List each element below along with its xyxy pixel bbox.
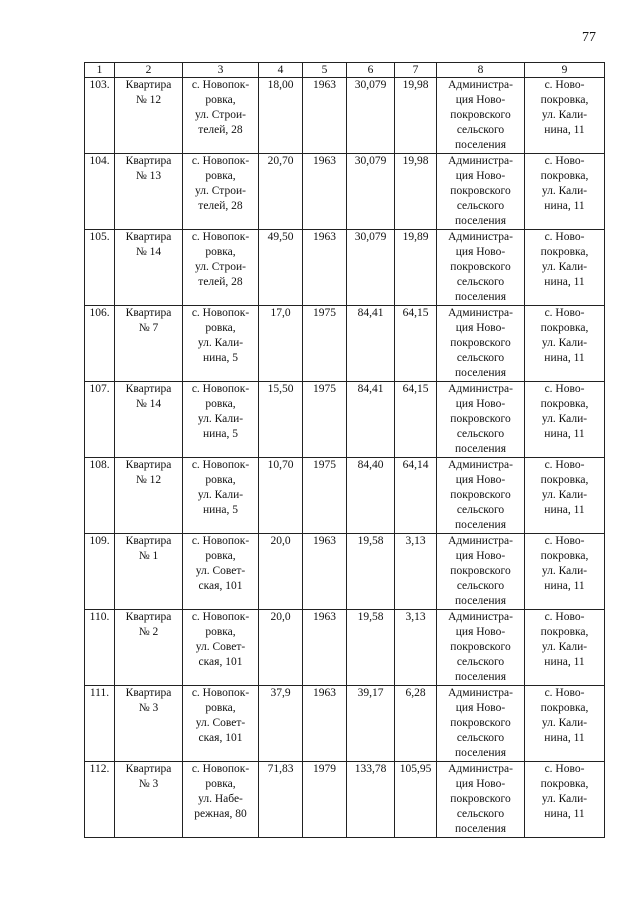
holder-address-line: нина, 11 bbox=[544, 656, 585, 668]
object-name-line: Квартира bbox=[125, 231, 172, 243]
object-address-line: ул. Совет- bbox=[195, 565, 246, 577]
object-name-line: Квартира bbox=[125, 535, 172, 547]
holder-address bbox=[525, 154, 605, 230]
holder-name-line: покровского bbox=[450, 793, 511, 805]
column-header: 7 bbox=[395, 63, 437, 78]
column-header: 2 bbox=[115, 63, 183, 78]
holder-name-line: Администра- bbox=[448, 535, 513, 547]
holder-address-line: нина, 11 bbox=[544, 580, 585, 592]
holder-address-line: покровка, bbox=[540, 170, 589, 182]
object-address-line: ровка, bbox=[205, 170, 236, 182]
holder-name-line: поселения bbox=[455, 671, 506, 683]
object-address-line: с. Новопок- bbox=[191, 459, 250, 471]
holder-name bbox=[437, 762, 525, 838]
holder-address-line: нина, 11 bbox=[544, 124, 585, 136]
object-address bbox=[183, 382, 259, 458]
column-header: 1 bbox=[85, 63, 115, 78]
holder-name-line: Администра- bbox=[448, 611, 513, 623]
holder-name-line: поселения bbox=[455, 367, 506, 379]
column-6-value: 133,78 bbox=[347, 762, 395, 838]
holder-name-line: Администра- bbox=[448, 383, 513, 395]
holder-address bbox=[525, 306, 605, 382]
object-address-line: ул. Строи- bbox=[195, 261, 246, 273]
year-value: 1975 bbox=[303, 306, 347, 382]
table-row bbox=[85, 78, 605, 154]
object-address-line: ская, 101 bbox=[198, 580, 243, 592]
holder-address-line: покровка, bbox=[540, 778, 589, 790]
object-name-line: № 7 bbox=[138, 322, 159, 334]
object-name-line: № 14 bbox=[135, 398, 162, 410]
column-7-value: 105,95 bbox=[395, 762, 437, 838]
column-7-value: 19,98 bbox=[395, 78, 437, 154]
column-6-value: 84,41 bbox=[347, 306, 395, 382]
holder-address-line: с. Ново- bbox=[544, 155, 585, 167]
object-name-line: Квартира bbox=[125, 383, 172, 395]
holder-name-line: сельского bbox=[456, 428, 505, 440]
object-address bbox=[183, 306, 259, 382]
column-6-value: 39,17 bbox=[347, 686, 395, 762]
holder-name-line: ция Ново- bbox=[455, 550, 506, 562]
object-address bbox=[183, 78, 259, 154]
holder-name-line: поселения bbox=[455, 215, 506, 227]
year-value: 1963 bbox=[303, 154, 347, 230]
row-number: 112. bbox=[85, 762, 115, 838]
holder-address-line: ул. Кали- bbox=[541, 489, 588, 501]
holder-name bbox=[437, 458, 525, 534]
object-name bbox=[115, 686, 183, 762]
row-number: 110. bbox=[85, 610, 115, 686]
holder-name bbox=[437, 382, 525, 458]
object-address-line: ровка, bbox=[205, 322, 236, 334]
holder-name-line: покровского bbox=[450, 185, 511, 197]
row-number: 103. bbox=[85, 78, 115, 154]
area-value: 20,70 bbox=[259, 154, 303, 230]
holder-address-line: нина, 11 bbox=[544, 276, 585, 288]
object-address-line: с. Новопок- bbox=[191, 687, 250, 699]
column-7-value: 3,13 bbox=[395, 534, 437, 610]
column-7-value: 64,15 bbox=[395, 306, 437, 382]
holder-name-line: покровского bbox=[450, 337, 511, 349]
row-number: 104. bbox=[85, 154, 115, 230]
area-value: 20,0 bbox=[259, 610, 303, 686]
object-address-line: с. Новопок- bbox=[191, 79, 250, 91]
holder-name-line: Администра- bbox=[448, 231, 513, 243]
holder-name-line: поселения bbox=[455, 747, 506, 759]
holder-address-line: ул. Кали- bbox=[541, 109, 588, 121]
object-address-line: с. Новопок- bbox=[191, 307, 250, 319]
holder-address-line: с. Ново- bbox=[544, 535, 585, 547]
object-address-line: с. Новопок- bbox=[191, 763, 250, 775]
object-name-line: Квартира bbox=[125, 459, 172, 471]
object-address-line: ровка, bbox=[205, 702, 236, 714]
holder-name-line: сельского bbox=[456, 276, 505, 288]
column-6-value: 19,58 bbox=[347, 534, 395, 610]
holder-address-line: с. Ново- bbox=[544, 79, 585, 91]
table-row bbox=[85, 230, 605, 306]
column-header: 4 bbox=[259, 63, 303, 78]
holder-address-line: нина, 11 bbox=[544, 808, 585, 820]
column-6-value: 30,079 bbox=[347, 230, 395, 306]
object-name-line: № 3 bbox=[138, 778, 159, 790]
holder-name-line: поселения bbox=[455, 823, 506, 835]
property-registry-table bbox=[84, 62, 605, 838]
holder-name-line: поселения bbox=[455, 519, 506, 531]
holder-name-line: ция Ново- bbox=[455, 398, 506, 410]
holder-address-line: нина, 11 bbox=[544, 428, 585, 440]
object-address-line: ровка, bbox=[205, 474, 236, 486]
holder-address-line: ул. Кали- bbox=[541, 565, 588, 577]
object-address-line: ровка, bbox=[205, 550, 236, 562]
holder-name-line: поселения bbox=[455, 139, 506, 151]
object-name bbox=[115, 154, 183, 230]
year-value: 1963 bbox=[303, 686, 347, 762]
holder-name-line: сельского bbox=[456, 124, 505, 136]
object-address-line: ул. Строи- bbox=[195, 185, 246, 197]
holder-address-line: с. Ново- bbox=[544, 763, 585, 775]
object-address-line: нина, 5 bbox=[202, 504, 239, 516]
holder-address-line: с. Ново- bbox=[544, 611, 585, 623]
holder-name-line: покровского bbox=[450, 109, 511, 121]
holder-address-line: ул. Кали- bbox=[541, 185, 588, 197]
holder-address-line: ул. Кали- bbox=[541, 337, 588, 349]
column-header: 8 bbox=[437, 63, 525, 78]
row-number: 108. bbox=[85, 458, 115, 534]
column-6-value: 30,079 bbox=[347, 78, 395, 154]
object-name-line: Квартира bbox=[125, 79, 172, 91]
holder-name-line: Администра- bbox=[448, 459, 513, 471]
holder-address-line: ул. Кали- bbox=[541, 793, 588, 805]
holder-address-line: нина, 11 bbox=[544, 504, 585, 516]
object-name-line: Квартира bbox=[125, 611, 172, 623]
object-name-line: Квартира bbox=[125, 155, 172, 167]
object-address bbox=[183, 686, 259, 762]
holder-name-line: сельского bbox=[456, 808, 505, 820]
object-name-line: № 2 bbox=[138, 626, 159, 638]
object-address-line: ровка, bbox=[205, 246, 236, 258]
holder-address-line: покровка, bbox=[540, 626, 589, 638]
object-address-line: ская, 101 bbox=[198, 732, 243, 744]
holder-name-line: ция Ново- bbox=[455, 778, 506, 790]
object-name-line: № 14 bbox=[135, 246, 162, 258]
holder-address-line: покровка, bbox=[540, 398, 589, 410]
row-number: 106. bbox=[85, 306, 115, 382]
holder-name-line: покровского bbox=[450, 413, 511, 425]
holder-name-line: покровского bbox=[450, 489, 511, 501]
holder-name-line: покровского bbox=[450, 565, 511, 577]
holder-address-line: с. Ново- bbox=[544, 307, 585, 319]
holder-name-line: сельского bbox=[456, 352, 505, 364]
object-name-line: № 12 bbox=[135, 474, 162, 486]
object-name bbox=[115, 534, 183, 610]
table-row bbox=[85, 534, 605, 610]
object-name-line: Квартира bbox=[125, 307, 172, 319]
object-address-line: нина, 5 bbox=[202, 428, 239, 440]
object-address-line: режная, 80 bbox=[194, 808, 247, 820]
object-address-line: ровка, bbox=[205, 778, 236, 790]
column-7-value: 3,13 bbox=[395, 610, 437, 686]
column-7-value: 64,15 bbox=[395, 382, 437, 458]
holder-address-line: покровка, bbox=[540, 702, 589, 714]
area-value: 10,70 bbox=[259, 458, 303, 534]
holder-address-line: ул. Кали- bbox=[541, 261, 588, 273]
object-address-line: с. Новопок- bbox=[191, 383, 250, 395]
object-address bbox=[183, 154, 259, 230]
holder-address bbox=[525, 762, 605, 838]
holder-name bbox=[437, 534, 525, 610]
holder-name-line: Администра- bbox=[448, 687, 513, 699]
year-value: 1979 bbox=[303, 762, 347, 838]
holder-address-line: нина, 11 bbox=[544, 352, 585, 364]
holder-name-line: ция Ново- bbox=[455, 94, 506, 106]
area-value: 18,00 bbox=[259, 78, 303, 154]
object-name bbox=[115, 230, 183, 306]
area-value: 37,9 bbox=[259, 686, 303, 762]
holder-name-line: поселения bbox=[455, 443, 506, 455]
holder-address-line: покровка, bbox=[540, 94, 589, 106]
year-value: 1963 bbox=[303, 610, 347, 686]
object-address-line: ул. Кали- bbox=[197, 489, 244, 501]
object-name-line: № 1 bbox=[138, 550, 159, 562]
holder-address-line: покровка, bbox=[540, 322, 589, 334]
object-address bbox=[183, 458, 259, 534]
holder-address-line: ул. Кали- bbox=[541, 641, 588, 653]
area-value: 20,0 bbox=[259, 534, 303, 610]
table-row bbox=[85, 154, 605, 230]
holder-name-line: покровского bbox=[450, 717, 511, 729]
holder-address bbox=[525, 382, 605, 458]
object-name-line: Квартира bbox=[125, 687, 172, 699]
object-address-line: ровка, bbox=[205, 626, 236, 638]
holder-name-line: ция Ново- bbox=[455, 170, 506, 182]
table-row bbox=[85, 610, 605, 686]
holder-name-line: покровского bbox=[450, 641, 511, 653]
holder-name bbox=[437, 78, 525, 154]
holder-address bbox=[525, 610, 605, 686]
holder-address-line: ул. Кали- bbox=[541, 413, 588, 425]
column-7-value: 6,28 bbox=[395, 686, 437, 762]
object-address-line: ровка, bbox=[205, 398, 236, 410]
column-7-value: 19,98 bbox=[395, 154, 437, 230]
table-row bbox=[85, 306, 605, 382]
holder-address-line: с. Ново- bbox=[544, 687, 585, 699]
holder-name-line: ция Ново- bbox=[455, 322, 506, 334]
holder-name-line: покровского bbox=[450, 261, 511, 273]
row-number: 111. bbox=[85, 686, 115, 762]
holder-address-line: покровка, bbox=[540, 246, 589, 258]
area-value: 17,0 bbox=[259, 306, 303, 382]
column-number-row bbox=[85, 63, 605, 78]
object-address-line: нина, 5 bbox=[202, 352, 239, 364]
object-name bbox=[115, 458, 183, 534]
object-address-line: ул. Набе- bbox=[198, 793, 243, 805]
holder-name bbox=[437, 230, 525, 306]
object-address bbox=[183, 762, 259, 838]
area-value: 49,50 bbox=[259, 230, 303, 306]
holder-address-line: с. Ново- bbox=[544, 459, 585, 471]
object-name bbox=[115, 382, 183, 458]
column-header: 9 bbox=[525, 63, 605, 78]
holder-name-line: Администра- bbox=[448, 307, 513, 319]
holder-name-line: поселения bbox=[455, 595, 506, 607]
object-address-line: телей, 28 bbox=[198, 200, 243, 212]
table-row bbox=[85, 382, 605, 458]
object-name-line: № 3 bbox=[138, 702, 159, 714]
column-header: 3 bbox=[183, 63, 259, 78]
object-name-line: № 13 bbox=[135, 170, 162, 182]
object-address-line: телей, 28 bbox=[198, 124, 243, 136]
object-address-line: ская, 101 bbox=[198, 656, 243, 668]
holder-name bbox=[437, 686, 525, 762]
year-value: 1963 bbox=[303, 78, 347, 154]
column-7-value: 64,14 bbox=[395, 458, 437, 534]
holder-name bbox=[437, 154, 525, 230]
holder-name-line: сельского bbox=[456, 580, 505, 592]
year-value: 1975 bbox=[303, 458, 347, 534]
holder-address-line: покровка, bbox=[540, 474, 589, 486]
object-address-line: с. Новопок- bbox=[191, 535, 250, 547]
holder-address-line: нина, 11 bbox=[544, 732, 585, 744]
column-7-value: 19,89 bbox=[395, 230, 437, 306]
row-number: 105. bbox=[85, 230, 115, 306]
row-number: 107. bbox=[85, 382, 115, 458]
object-name bbox=[115, 762, 183, 838]
table-row bbox=[85, 762, 605, 838]
holder-name bbox=[437, 610, 525, 686]
holder-name-line: Администра- bbox=[448, 763, 513, 775]
holder-name-line: ция Ново- bbox=[455, 474, 506, 486]
object-address-line: ул. Совет- bbox=[195, 717, 246, 729]
year-value: 1963 bbox=[303, 230, 347, 306]
holder-name-line: Администра- bbox=[448, 79, 513, 91]
object-address-line: телей, 28 bbox=[198, 276, 243, 288]
object-address-line: с. Новопок- bbox=[191, 231, 250, 243]
table-row bbox=[85, 458, 605, 534]
object-address bbox=[183, 610, 259, 686]
holder-address bbox=[525, 230, 605, 306]
area-value: 71,83 bbox=[259, 762, 303, 838]
object-name bbox=[115, 78, 183, 154]
object-name-line: Квартира bbox=[125, 763, 172, 775]
holder-address-line: с. Ново- bbox=[544, 231, 585, 243]
object-address-line: с. Новопок- bbox=[191, 611, 250, 623]
column-6-value: 19,58 bbox=[347, 610, 395, 686]
column-6-value: 84,40 bbox=[347, 458, 395, 534]
holder-name-line: ция Ново- bbox=[455, 246, 506, 258]
object-address-line: ул. Совет- bbox=[195, 641, 246, 653]
holder-name bbox=[437, 306, 525, 382]
object-address-line: ул. Строи- bbox=[195, 109, 246, 121]
page-number: 77 bbox=[582, 30, 596, 45]
holder-address-line: ул. Кали- bbox=[541, 717, 588, 729]
object-address-line: ул. Кали- bbox=[197, 413, 244, 425]
holder-address bbox=[525, 78, 605, 154]
holder-address bbox=[525, 686, 605, 762]
holder-address-line: нина, 11 bbox=[544, 200, 585, 212]
holder-name-line: сельского bbox=[456, 732, 505, 744]
year-value: 1975 bbox=[303, 382, 347, 458]
object-address-line: ровка, bbox=[205, 94, 236, 106]
object-address bbox=[183, 534, 259, 610]
row-number: 109. bbox=[85, 534, 115, 610]
area-value: 15,50 bbox=[259, 382, 303, 458]
holder-address-line: с. Ново- bbox=[544, 383, 585, 395]
object-name bbox=[115, 306, 183, 382]
object-name bbox=[115, 610, 183, 686]
holder-name-line: ция Ново- bbox=[455, 702, 506, 714]
column-6-value: 84,41 bbox=[347, 382, 395, 458]
registry-body bbox=[85, 78, 605, 838]
holder-name-line: поселения bbox=[455, 291, 506, 303]
year-value: 1963 bbox=[303, 534, 347, 610]
holder-address bbox=[525, 534, 605, 610]
holder-name-line: ция Ново- bbox=[455, 626, 506, 638]
holder-name-line: Администра- bbox=[448, 155, 513, 167]
holder-address-line: покровка, bbox=[540, 550, 589, 562]
column-header: 6 bbox=[347, 63, 395, 78]
holder-name-line: сельского bbox=[456, 504, 505, 516]
object-address-line: ул. Кали- bbox=[197, 337, 244, 349]
holder-address bbox=[525, 458, 605, 534]
holder-name-line: сельского bbox=[456, 200, 505, 212]
object-address-line: с. Новопок- bbox=[191, 155, 250, 167]
object-name-line: № 12 bbox=[135, 94, 162, 106]
holder-name-line: сельского bbox=[456, 656, 505, 668]
object-address bbox=[183, 230, 259, 306]
column-6-value: 30,079 bbox=[347, 154, 395, 230]
column-header: 5 bbox=[303, 63, 347, 78]
table-row bbox=[85, 686, 605, 762]
